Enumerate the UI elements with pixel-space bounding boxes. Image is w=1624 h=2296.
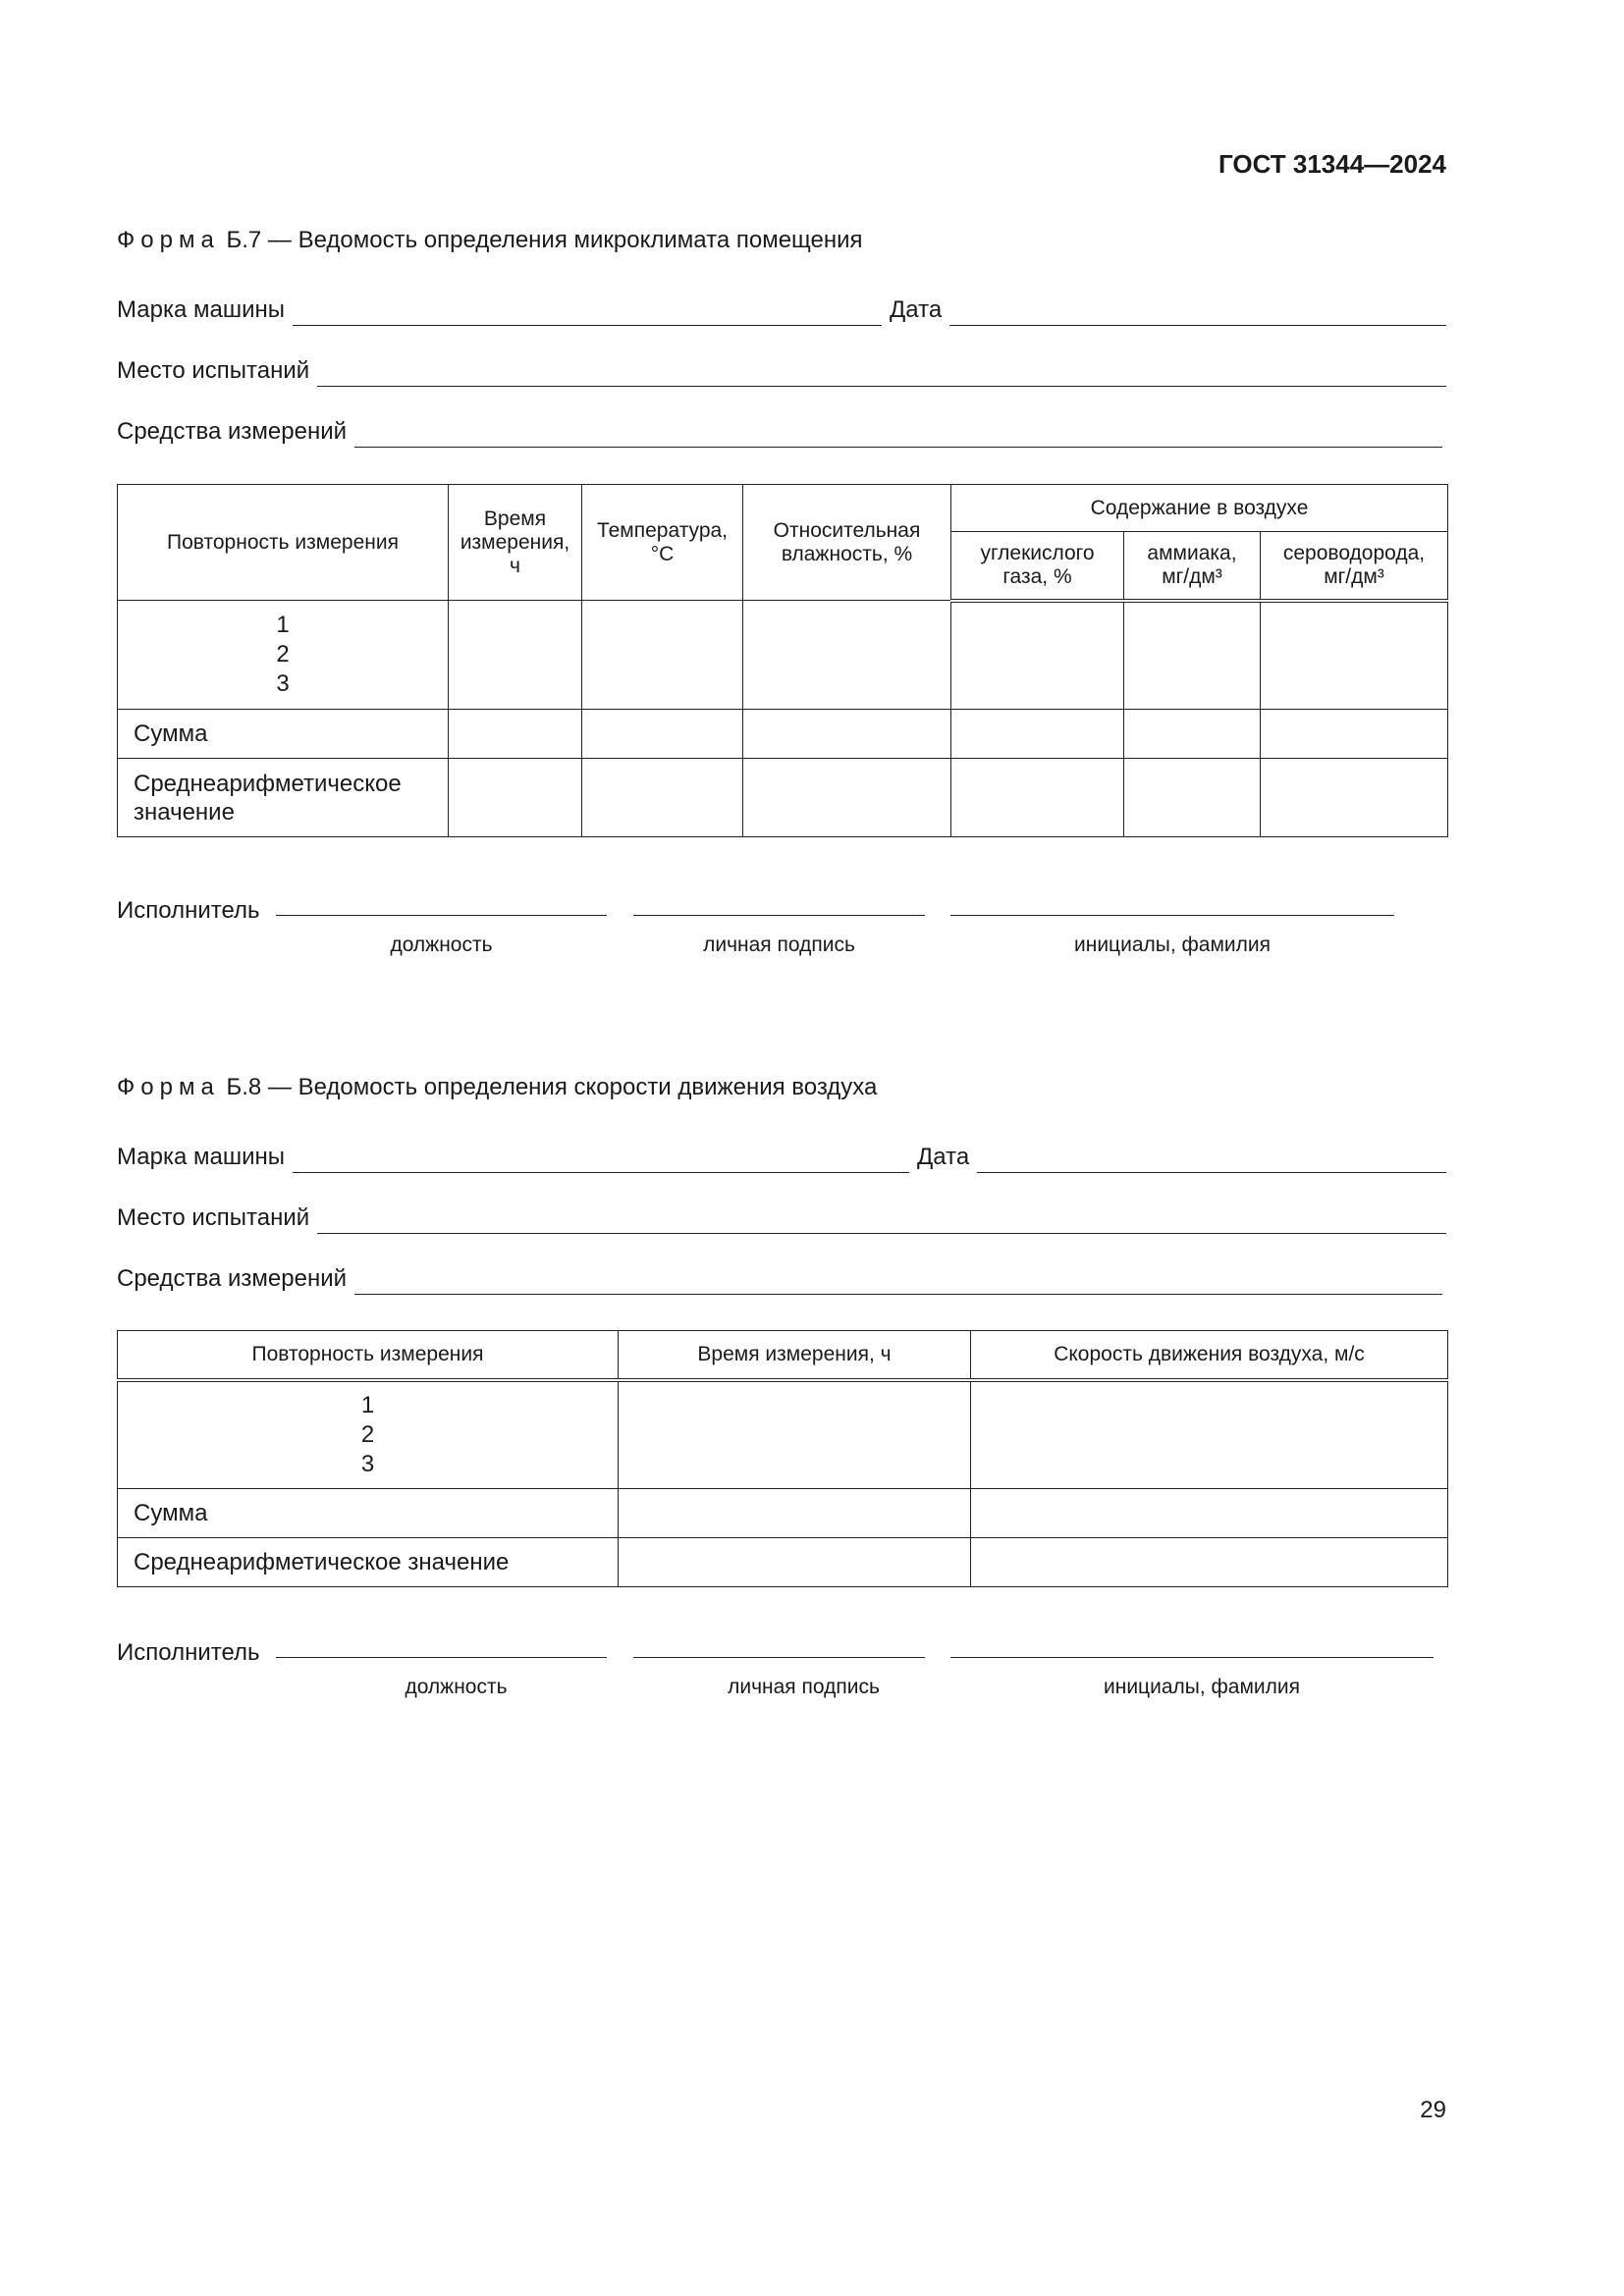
time-cell[interactable] bbox=[619, 1538, 971, 1587]
repeat-number: 3 bbox=[276, 670, 290, 697]
temperature-cell[interactable] bbox=[582, 601, 743, 710]
table-row bbox=[118, 1538, 1448, 1587]
form-b7-place-row bbox=[117, 355, 1446, 387]
time-cell[interactable] bbox=[449, 601, 582, 710]
form-b8-title bbox=[117, 1072, 877, 1103]
form-b8-place-field[interactable] bbox=[317, 1211, 1446, 1234]
repeat-number: 2 bbox=[276, 641, 290, 667]
table-row bbox=[118, 710, 1448, 759]
repeat-numbers-cell bbox=[118, 601, 449, 710]
ammonia-cell[interactable] bbox=[1124, 710, 1261, 759]
form-b7-place-field[interactable] bbox=[317, 364, 1446, 387]
repeat-number: 1 bbox=[360, 1391, 375, 1418]
form-b8-position-caption: должность bbox=[405, 1676, 508, 1698]
sum-label: Сумма bbox=[118, 710, 449, 759]
form-b8-instruments-label: Средства измерений bbox=[117, 1265, 348, 1292]
speed-cell[interactable] bbox=[971, 1538, 1448, 1587]
form-b8-instruments-field[interactable] bbox=[354, 1272, 1442, 1295]
header-time: Время измерения, ч bbox=[619, 1331, 971, 1380]
time-cell[interactable] bbox=[449, 710, 582, 759]
form-b7-machine-field[interactable] bbox=[293, 303, 882, 326]
form-b8-signature-label: Исполнитель bbox=[117, 1639, 260, 1666]
speed-cell[interactable] bbox=[971, 1380, 1448, 1489]
form-b8-signature-field[interactable] bbox=[633, 1655, 925, 1658]
table-row bbox=[118, 759, 1448, 837]
header-repeat: Повторность измерения bbox=[118, 1331, 619, 1380]
header-temperature: Температура, °С bbox=[582, 485, 743, 601]
form-b8-prefix: Форма bbox=[117, 1074, 220, 1100]
form-b7-name-field[interactable] bbox=[950, 913, 1394, 916]
form-b8-title-text: Б.8 — Ведомость определения скорости движения воздуха bbox=[226, 1074, 878, 1100]
header-repeat: Повторность измерения bbox=[118, 485, 449, 601]
table-row bbox=[118, 1489, 1448, 1538]
form-b8-machine-row bbox=[117, 1142, 1446, 1173]
form-b8-name-caption: инициалы, фамилия bbox=[1104, 1676, 1300, 1698]
header-co2: углекислого газа, % bbox=[951, 532, 1124, 601]
header-time: Время измерения, ч bbox=[449, 485, 582, 601]
speed-cell[interactable] bbox=[971, 1489, 1448, 1538]
form-b7-instruments-row bbox=[117, 416, 1442, 448]
form-b8-instruments-row bbox=[117, 1263, 1442, 1295]
time-cell[interactable] bbox=[449, 759, 582, 837]
form-b7-position-field[interactable] bbox=[276, 913, 607, 916]
document-code: ГОСТ 31344—2024 bbox=[1218, 149, 1446, 179]
h2s-cell[interactable] bbox=[1261, 759, 1448, 837]
header-air-content: Содержание в воздухе bbox=[951, 485, 1448, 532]
form-b7-signature-field[interactable] bbox=[633, 913, 925, 916]
table-row bbox=[118, 1380, 1448, 1489]
table-row bbox=[118, 601, 1448, 710]
form-b8-place-label: Место испытаний bbox=[117, 1204, 310, 1231]
co2-cell[interactable] bbox=[951, 601, 1124, 710]
form-b7-title bbox=[117, 225, 863, 256]
form-b7-signature-label: Исполнитель bbox=[117, 897, 260, 924]
humidity-cell[interactable] bbox=[743, 759, 951, 837]
form-b8-machine-field[interactable] bbox=[293, 1150, 909, 1173]
header-speed: Скорость движения воздуха, м/с bbox=[971, 1331, 1448, 1380]
form-b8-date-label: Дата bbox=[917, 1144, 970, 1170]
form-b7-instruments-field[interactable] bbox=[354, 425, 1442, 448]
form-b8-table bbox=[117, 1330, 1448, 1587]
humidity-cell[interactable] bbox=[743, 710, 951, 759]
form-b8-position-field[interactable] bbox=[276, 1655, 607, 1658]
form-b7-date-field[interactable] bbox=[949, 303, 1446, 326]
repeat-number: 1 bbox=[276, 612, 290, 638]
repeat-number: 2 bbox=[360, 1420, 375, 1448]
ammonia-cell[interactable] bbox=[1124, 601, 1261, 710]
form-b7-instruments-label: Средства измерений bbox=[117, 418, 348, 445]
time-cell[interactable] bbox=[619, 1489, 971, 1538]
sum-label: Сумма bbox=[118, 1489, 619, 1538]
temperature-cell[interactable] bbox=[582, 710, 743, 759]
page-number: 29 bbox=[1420, 2097, 1446, 2123]
form-b7-date-label: Дата bbox=[890, 296, 943, 323]
form-b7-machine-row bbox=[117, 294, 1446, 326]
repeat-number: 3 bbox=[360, 1450, 375, 1477]
co2-cell[interactable] bbox=[951, 710, 1124, 759]
form-b8-name-field[interactable] bbox=[950, 1655, 1434, 1658]
form-b7-prefix: Форма bbox=[117, 227, 220, 253]
h2s-cell[interactable] bbox=[1261, 601, 1448, 710]
form-b7-table bbox=[117, 484, 1448, 837]
humidity-cell[interactable] bbox=[743, 601, 951, 710]
form-b7-machine-label: Марка машины bbox=[117, 296, 286, 323]
form-b7-position-caption: должность bbox=[390, 934, 493, 956]
header-ammonia: аммиака, мг/дм³ bbox=[1124, 532, 1261, 601]
form-b7-signature-caption: личная подпись bbox=[703, 934, 855, 956]
form-b7-name-caption: инициалы, фамилия bbox=[1074, 934, 1271, 956]
time-cell[interactable] bbox=[619, 1380, 971, 1489]
form-b8-signature-caption: личная подпись bbox=[728, 1676, 880, 1698]
header-humidity: Относительная влажность, % bbox=[743, 485, 951, 601]
form-b8-machine-label: Марка машины bbox=[117, 1144, 286, 1170]
form-b7-place-label: Место испытаний bbox=[117, 357, 310, 384]
repeat-numbers-cell bbox=[118, 1380, 619, 1489]
mean-label: Среднеарифметическое значение bbox=[118, 759, 449, 837]
temperature-cell[interactable] bbox=[582, 759, 743, 837]
h2s-cell[interactable] bbox=[1261, 710, 1448, 759]
ammonia-cell[interactable] bbox=[1124, 759, 1261, 837]
header-h2s: сероводорода, мг/дм³ bbox=[1261, 532, 1448, 601]
form-b7-title-text: Б.7 — Ведомость определения микроклимата помещения bbox=[226, 227, 863, 253]
mean-label: Среднеарифметическое значение bbox=[118, 1538, 619, 1587]
co2-cell[interactable] bbox=[951, 759, 1124, 837]
form-b8-date-field[interactable] bbox=[977, 1150, 1446, 1173]
form-b8-place-row bbox=[117, 1202, 1446, 1234]
